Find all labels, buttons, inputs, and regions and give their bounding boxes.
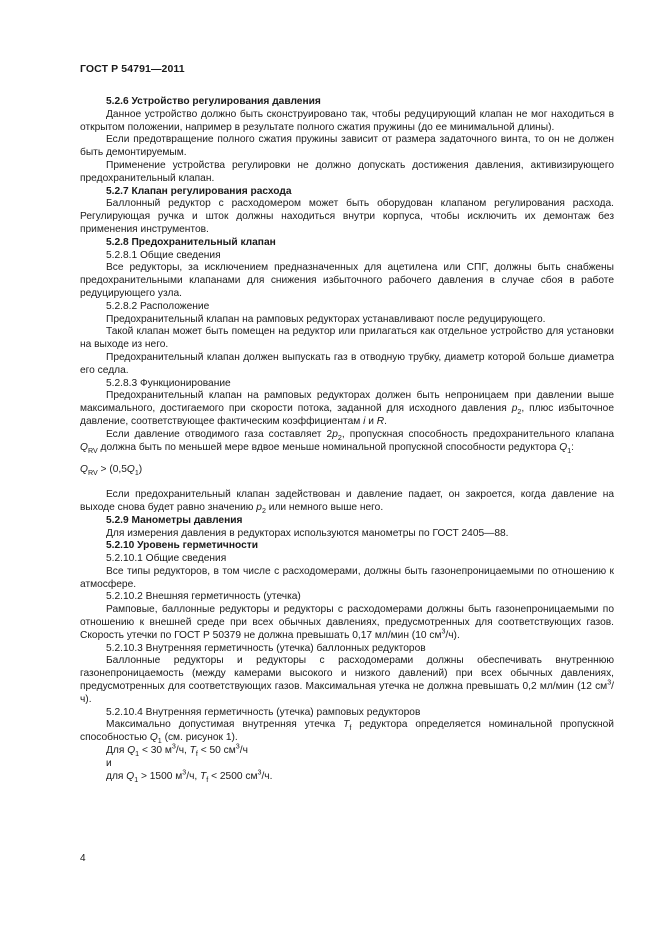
document-header: ГОСТ Р 54791—2011 <box>80 63 185 75</box>
body-paragraph: Для $Q_1 < 30$ $м^3/ч$, $T_f < 50$ $см^3/ч$ <box>106 742 248 759</box>
body-paragraph: и <box>106 757 112 769</box>
subsection-title: 5.2.8.1 Общие сведения <box>106 249 221 261</box>
body-paragraph: Все типы редукторов, в том числе с расходомерами, должны быть газонепроницаемыми по отношению к атмосфере. <box>80 565 614 590</box>
section-heading: 5.2.8 Предохранительный клапан <box>106 236 276 248</box>
body-paragraph: Если предотвращение полного сжатия пружины зависит от размера задаточного винта, то он не должен быть демонтируемым. <box>80 134 614 159</box>
body-paragraph: Все редукторы, за исключением предназначенных для ацетилена или СПГ, должны быть снабжены предохранительными клапанами для снижения избыточного рабочего давления в случае сбоя в работе редуцирующего узла. <box>80 262 614 299</box>
body-paragraph: Данное устройство должно быть сконструировано так, чтобы редуцирующий клапан не мог находиться в открытом положении, например в результате полного сжатия пружины (до ее минимальной длины). <box>80 108 614 133</box>
section-heading: 5.2.7 Клапан регулирования расхода <box>106 185 292 197</box>
body-paragraph: Если давление отводимого газа составляет $2p_2$, пропускная способность предохранительного клапана $Q_{RV}$ должна быть по меньшей мере вдвое меньше номинальной пропускной способности редуктора $Q_1$: <box>80 428 614 455</box>
subsection-title: 5.2.10.3 Внутренняя герметичность (утечка) баллонных редукторов <box>106 642 426 654</box>
section-heading: 5.2.10 Уровень герметичности <box>106 540 258 552</box>
section-heading: 5.2.6 Устройство регулирования давления <box>106 96 321 107</box>
page-number: 4 <box>80 853 86 864</box>
subsection-title: 5.2.10.4 Внутренняя герметичность (утечка) рамповых редукторов <box>106 706 421 718</box>
body-paragraph: Максимально допустимая внутренняя утечка $T_f$ редуктора определяется номинальной пропускной способностью $Q_1$ (см. рисунок 1). <box>80 719 614 746</box>
body-paragraph: для $Q_1 > 1500$ $м^3/ч$, $T_f < 2500$ $см^3/ч$. <box>106 768 273 784</box>
subsection-title: 5.2.10.2 Внешняя герметичность (утечка) <box>106 591 301 603</box>
body-paragraph: Рамповые, баллонные редукторы и редукторы с расходомерами должны быть газонепроницаемыми по отношению к внешней среде при всех обычных давлениях, предусмотренных для соответствующих газов. Скорость утечки по ГОСТ Р 50379 не должна превышать 0,17 мл/мин (10 $см^3/ч$). <box>80 604 614 641</box>
body-paragraph: Если предохранительный клапан задействован и давление падает, он закроется, когда давление на выходе снова будет равно значению $p_2$ или немного выше него. <box>80 489 614 515</box>
formula: $Q_{RV} > (0,5Q_1)$ <box>80 464 143 478</box>
body-paragraph: Применение устройства регулировки не должно допускать достижения давления, активизирующего предохранительный клапан. <box>80 159 614 184</box>
document-body <box>80 96 614 783</box>
body-paragraph: Для измерения давления в редукторах используются манометры по ГОСТ 2405—88. <box>106 527 509 539</box>
body-paragraph: Предохранительный клапан на рамповых редукторах устанавливают после редуцирующего. <box>106 313 546 325</box>
body-paragraph: Предохранительный клапан должен выпускать газ в отводную трубку, диаметр которой больше диаметра его седла. <box>80 351 614 376</box>
section-heading: 5.2.9 Манометры давления <box>106 514 243 526</box>
body-paragraph: Баллонный редуктор с расходомером может быть оборудован клапаном регулирования расхода. Регулирующая ручка и шток должны находиться внутри корпуса, чтобы исключить их демонтаж без применения инструментов. <box>80 198 614 235</box>
subsection-title: 5.2.8.3 Функционирование <box>106 377 231 389</box>
subsection-title: 5.2.8.2 Расположение <box>106 300 210 312</box>
body-paragraph: Баллонные редукторы и редукторы с расходомерами должны обеспечивать внутреннюю газонепроницаемость (между камерами высокого и низкого давлений) при всех обычных давлениях, предусмотренных для соответствующих газов. Максимальная утечка не должна превышать 0,2 мл/мин (12 $см^3/ч$). <box>80 655 614 705</box>
body-paragraph: Такой клапан может быть помещен на редуктор или прилагаться как отдельное устройство для установки на выходе из него. <box>80 326 614 351</box>
subsection-title: 5.2.10.1 Общие сведения <box>106 553 227 565</box>
body-paragraph: Предохранительный клапан на рамповых редукторах должен быть непроницаем при давлении выше максимального, достигаемого при скорости потока, заданной для исходного давления $p_2$, плюс избыточное давление, соответствующее фактическим коэффициентам i и R. <box>80 390 614 427</box>
